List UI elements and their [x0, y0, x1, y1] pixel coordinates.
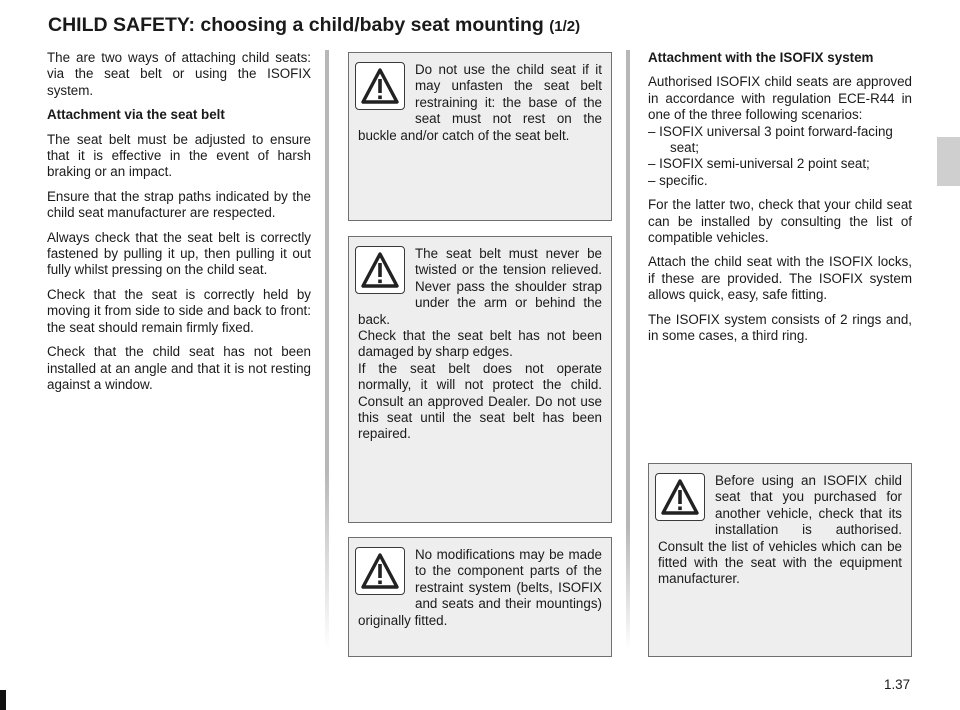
paragraph: Ensure that the strap paths indicated by the child seat manufacturer are respected.: [47, 188, 311, 221]
paragraph: The seat belt must be adjusted to ensure that it is effective in the event of harsh braking or an impact.: [47, 131, 311, 180]
warning-text: Do not use the child seat if it may unfasten the seat belt restraining it: the base of the seat must not rest on the buckle and/or catch of the seat belt.: [358, 62, 602, 143]
paragraph: Authorised ISOFIX child seats are approved in accordance with regulation ECE-R44 in one of the three following scenarios:: [648, 74, 912, 123]
warning-box: [348, 236, 612, 523]
warning-triangle-icon: [355, 547, 405, 595]
list-item: – specific.: [648, 172, 708, 188]
warning-box: [348, 537, 612, 657]
column-divider: [325, 50, 329, 650]
warning-text: Check that the seat belt has not been damaged by sharp edges.: [358, 328, 602, 360]
paragraph: Check that the child seat has not been installed at an angle and that it is not resting against a window.: [47, 344, 311, 392]
warning-triangle-icon: [655, 473, 705, 521]
corner-mark: [0, 690, 6, 710]
right-column: [648, 50, 912, 353]
isofix-heading: Attachment with the ISOFIX system: [648, 50, 874, 65]
list-item: – ISOFIX universal 3 point forward-facing seat;: [648, 123, 893, 156]
paragraph: Check that the seat is correctly held by moving it from side to side and back to front: the seat should remain firmly fixed.: [47, 286, 311, 335]
page-title-part: (1/2): [549, 18, 581, 35]
warning-box: [348, 52, 612, 221]
paragraph: Attach the child seat with the ISOFIX locks, if these are provided. The ISOFIX system allows quick, easy, safe fitting.: [648, 254, 912, 303]
intro-paragraph: The are two ways of attaching child seats: via the seat belt or using the ISOFIX system.: [47, 50, 311, 98]
left-column: [47, 50, 311, 401]
paragraph: Always check that the seat belt is correctly fastened by pulling it up, then pulling it out fully whilst pressing on the child seat.: [47, 229, 311, 278]
warning-text: If the seat belt does not operate normally, it will not protect the child. Consult an approved Dealer. Do not use this seat until the seat belt has been repaired.: [358, 360, 602, 442]
paragraph: The ISOFIX system consists of 2 rings and, in some cases, a third ring.: [648, 311, 912, 344]
list-item: – ISOFIX semi-universal 2 point seat;: [648, 156, 870, 172]
warning-text: No modifications may be made to the component parts of the restraint system (belts, ISOFIX and seats and their mountings) originally fitted.: [358, 547, 602, 628]
warning-box: [648, 463, 912, 657]
page-title-text: CHILD SAFETY: choosing a child/baby seat mounting: [48, 14, 544, 36]
seat-belt-heading: Attachment via the seat belt: [47, 107, 225, 123]
warning-triangle-icon: [355, 246, 405, 294]
column-divider: [626, 240, 630, 650]
page-title: [48, 14, 580, 37]
warning-text: Before using an ISOFIX child seat that you purchased for another vehicle, check that its installation is authorised. Consult the list of vehicles which can be fitted with the seat with the equipment manufacturer.: [658, 473, 902, 587]
section-tab: [937, 137, 960, 186]
warning-triangle-icon: [355, 62, 405, 110]
page-number: 1.37: [884, 677, 911, 692]
paragraph: For the latter two, check that your child seat can be installed by consulting the list of compatible vehicles.: [648, 197, 912, 246]
warning-text: The seat belt must never be twisted or the tension relieved. Never pass the shoulder strap under the arm or behind the back.: [358, 246, 602, 327]
column-divider: [626, 50, 630, 240]
